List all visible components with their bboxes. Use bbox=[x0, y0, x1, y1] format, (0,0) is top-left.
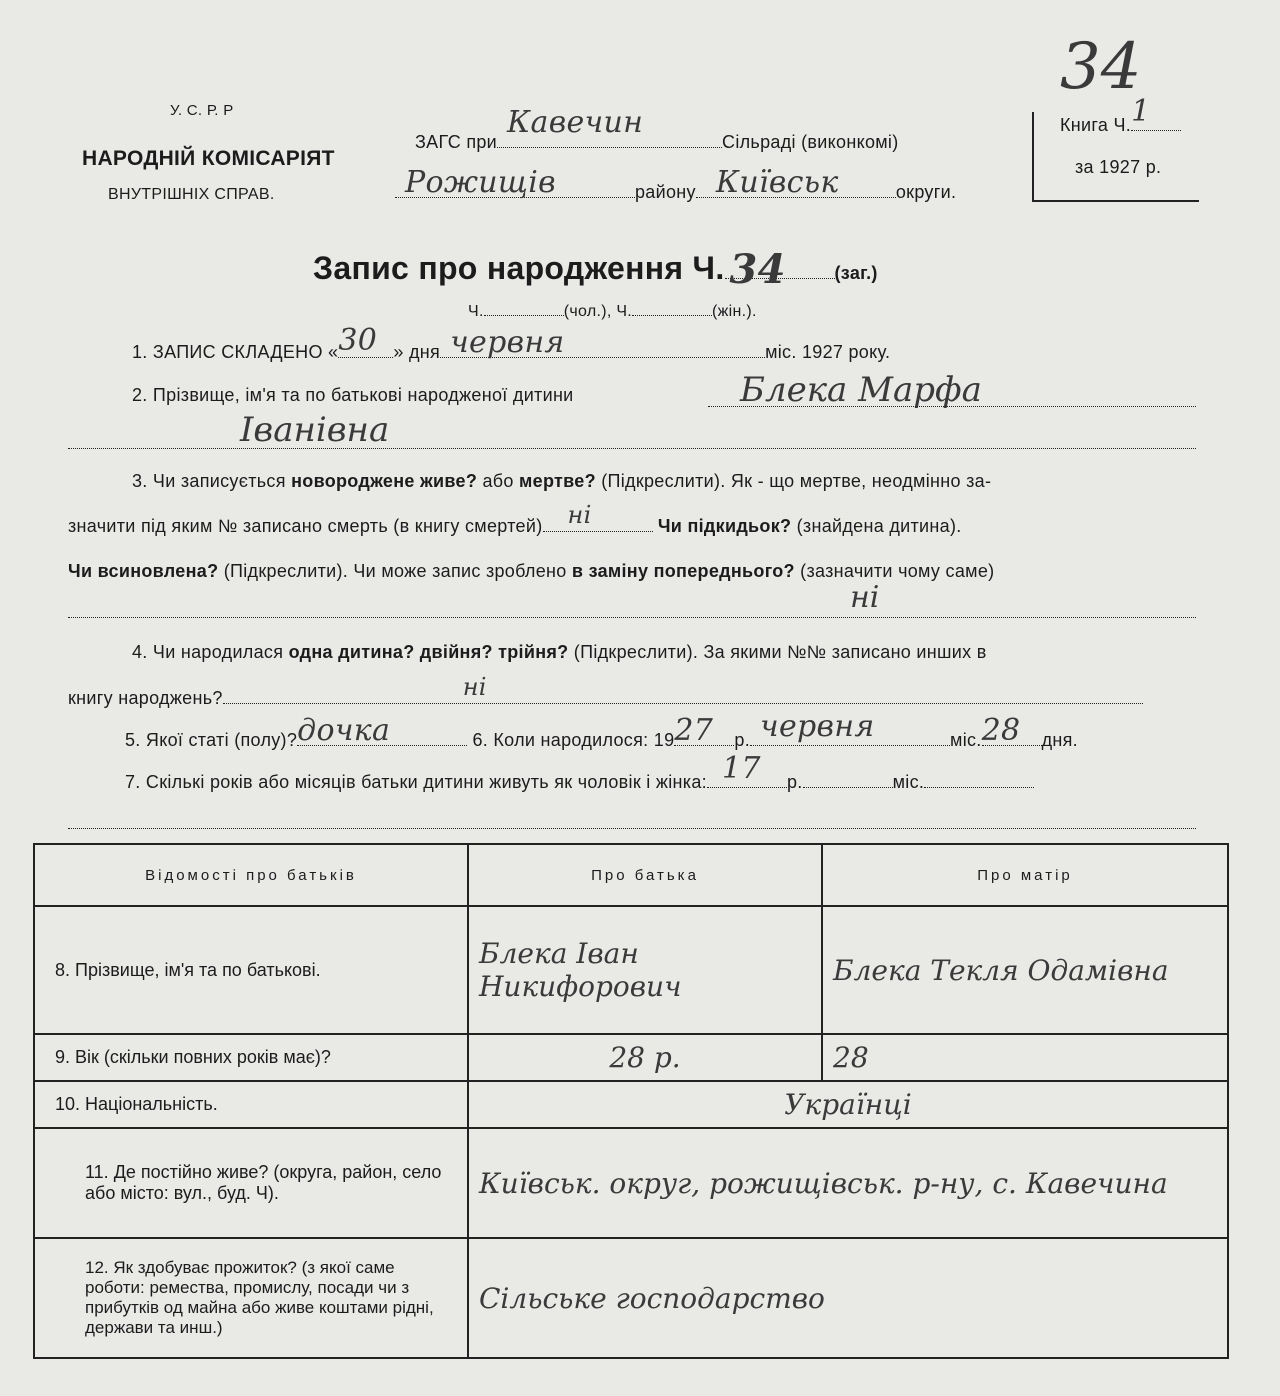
q4-text: 4. Чи народилася bbox=[132, 642, 284, 662]
q3-answer: ні bbox=[850, 580, 880, 615]
zags-okrug: Київськ bbox=[715, 165, 839, 200]
department: ВНУТРІШНІХ СПРАВ. bbox=[108, 186, 275, 203]
father-age: 28 р. bbox=[609, 1041, 681, 1074]
q4-answer: ні bbox=[462, 673, 487, 701]
q3-death-text: значити під яким № записано смерть (в книгу смертей) bbox=[68, 516, 543, 536]
record-number: 34 bbox=[729, 246, 786, 293]
q5-label: 5. Якої статі (полу)? bbox=[125, 730, 298, 750]
table-row bbox=[34, 1238, 1228, 1358]
table-row bbox=[34, 1034, 1228, 1081]
residence: Київськ. округ, рожищівськ. р-ну, с. Кавечина bbox=[479, 1166, 1168, 1200]
q6-r: р. bbox=[734, 730, 751, 750]
republic: У. С. Р. Р bbox=[170, 102, 234, 119]
title-suffix: (заг.) bbox=[834, 263, 878, 283]
okrug-label: округи. bbox=[895, 182, 957, 202]
parents-table bbox=[33, 843, 1229, 1359]
header-info: Відомості про батьків bbox=[34, 844, 468, 906]
q1-mid: » дня bbox=[393, 342, 441, 362]
table-row bbox=[34, 906, 1228, 1034]
page-title: Запис про народження Ч. bbox=[313, 250, 725, 286]
mother-age: 28 bbox=[833, 1041, 869, 1074]
row-label: 11. Де постійно живе? (округа, район, село або місто: вул., буд. Ч). bbox=[34, 1128, 468, 1238]
q6-day: 28 bbox=[981, 713, 1021, 748]
book-label: Книга Ч. bbox=[1060, 115, 1132, 135]
q1-day: 30 bbox=[338, 323, 378, 358]
zags-prefix: ЗАГС при bbox=[415, 132, 498, 152]
q5-sex: дочка bbox=[297, 713, 391, 748]
q2-child-patronymic: Іванівна bbox=[240, 410, 390, 450]
q3-death-answer: ні bbox=[567, 501, 592, 529]
subnum-female: (жін.). bbox=[712, 303, 757, 320]
q7-mis: міс. bbox=[892, 772, 925, 792]
q4-options: одна дитина? двійня? трійня? bbox=[288, 642, 569, 662]
table-row bbox=[34, 1081, 1228, 1128]
q3-dead: мертве? bbox=[519, 471, 596, 491]
q3-text3: (Підкреслити). Чи може запис зроблено bbox=[223, 561, 567, 581]
subnum-label: Ч. bbox=[468, 303, 484, 320]
q3-foundling-note: (знайдена дитина). bbox=[796, 516, 962, 536]
q6-label: 6. Коли народилося: 19 bbox=[472, 730, 675, 750]
nationality: Українці bbox=[784, 1088, 912, 1121]
row-label: 12. Як здобуває прожиток? (з якої саме роботи: ремества, промислу, посади чи з прибутків од майна або живе коштами рідні, держави та инш.) bbox=[34, 1238, 468, 1358]
subnum-male: (чол.), Ч. bbox=[563, 303, 633, 320]
corner-number: 34 bbox=[1060, 30, 1142, 104]
q3-adopted: Чи всиновлена? bbox=[68, 561, 219, 581]
occupation: Сільське господарство bbox=[479, 1281, 825, 1315]
district-label: району bbox=[635, 182, 696, 202]
q3-or: або bbox=[482, 471, 514, 491]
zags-village: Кавечин bbox=[507, 105, 644, 140]
father-name: Блека Іван Никифорович bbox=[479, 937, 682, 1003]
q2-child-name: Блека Марфа bbox=[740, 370, 982, 410]
table-row bbox=[34, 1128, 1228, 1238]
zags-district: Рожищів bbox=[405, 165, 556, 200]
q4-text2: (Підкреслити). За якими №№ записано инших в bbox=[573, 642, 987, 662]
q3-text: 3. Чи записується bbox=[132, 471, 286, 491]
row-label: 8. Прізвище, ім'я та по батькові. bbox=[34, 906, 468, 1034]
book-year: за 1927 р. bbox=[1075, 157, 1162, 177]
q1-end: міс. 1927 року. bbox=[765, 342, 891, 362]
q3-replacement: в заміну попереднього? bbox=[571, 561, 795, 581]
zags-village-suffix: Сільраді (виконкомі) bbox=[722, 132, 899, 152]
q3-foundling: Чи підкидьок? bbox=[657, 516, 792, 536]
commissariat: НАРОДНІЙ КОМІСАРІЯТ bbox=[82, 147, 335, 170]
q3-text4: (зазначити чому саме) bbox=[800, 561, 995, 581]
q6-mis: міс. bbox=[950, 730, 982, 750]
q2-label: 2. Прізвище, ім'я та по батькові народженої дитини bbox=[132, 385, 574, 405]
mother-name: Блека Текля Одамівна bbox=[833, 953, 1169, 987]
q3-text2: (Підкреслити). Як - що мертве, неодмінно за- bbox=[601, 471, 992, 491]
q7-label: 7. Скількі років або місяців батьки дитини живуть як чоловік і жінка: bbox=[125, 772, 707, 792]
q6-month: червня bbox=[760, 709, 875, 744]
row-label: 9. Вік (скільки повних років має)? bbox=[34, 1034, 468, 1081]
q7-years: 17 bbox=[721, 751, 761, 786]
q7-r: р. bbox=[786, 772, 803, 792]
header-mother: Про матір bbox=[822, 844, 1228, 906]
q6-year: 27 bbox=[674, 713, 714, 748]
q1-month: червня bbox=[450, 325, 565, 360]
q1-label: 1. ЗАПИС СКЛАДЕНО « bbox=[132, 342, 339, 362]
book-number: 1 bbox=[1131, 94, 1151, 129]
q4-text3: книгу народжень? bbox=[68, 688, 223, 708]
q6-dnia: дня. bbox=[1041, 730, 1078, 750]
row-label: 10. Національність. bbox=[34, 1081, 468, 1128]
q3-alive: новороджене живе? bbox=[291, 471, 478, 491]
header-father: Про батька bbox=[468, 844, 822, 906]
